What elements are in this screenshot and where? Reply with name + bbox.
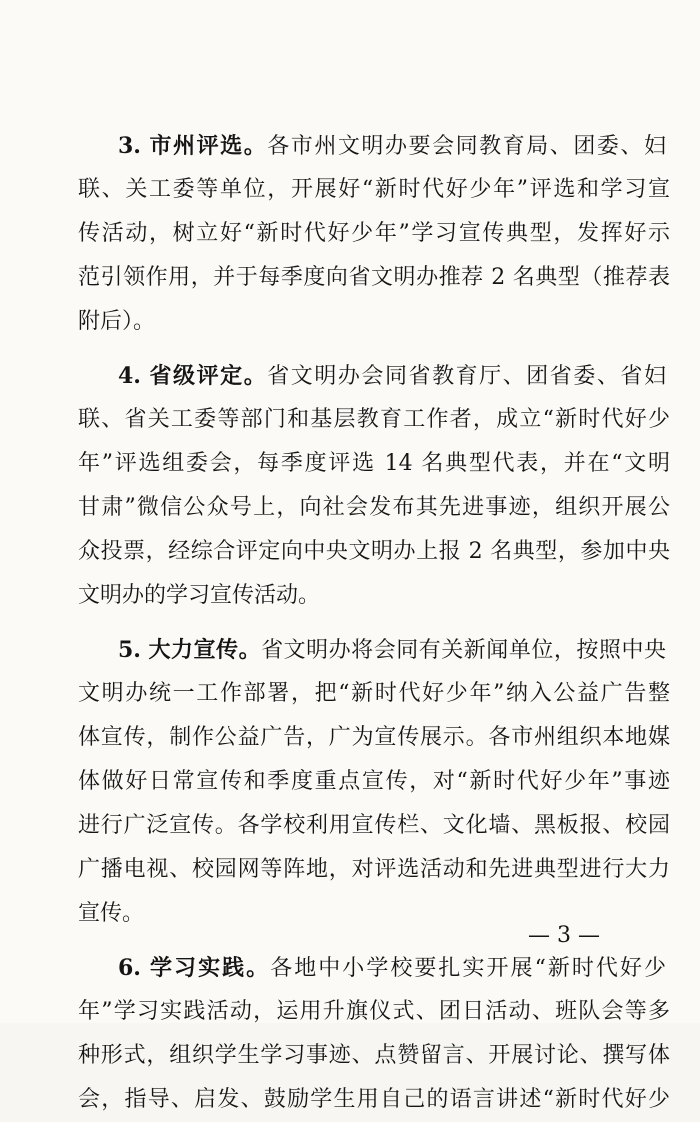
paragraph-line: 甘肃”微信公众号上，向社会发布其先进事迹，组织开展公 <box>78 495 670 520</box>
paragraph-line: 种形式，组织学生学习事迹、点赞留言、开展讨论、撰写体 <box>78 1043 670 1068</box>
paragraph-first-line <box>118 124 666 168</box>
paragraph-line: 附后）。 <box>78 309 156 334</box>
paragraph-line: 联、关工委等单位，开展好“新时代好少年”评选和学习宣 <box>78 177 670 202</box>
paragraph-text: 各市州文明办要会同教育局、团委、妇 <box>267 134 666 159</box>
paragraph-3 <box>0 124 700 344</box>
paragraph-number: 4. <box>118 363 141 389</box>
paragraph-line: 体宣传，制作公益广告，广为宣传展示。各市州组织本地媒 <box>78 725 670 750</box>
paragraph-number: 5. <box>118 637 141 663</box>
paragraph-first-line <box>118 354 666 398</box>
page-number: — 3 — <box>528 923 600 948</box>
paragraph-4 <box>0 354 700 618</box>
paragraph-line: 文明办统一工作部署，把“新时代好少年”纳入公益广告整 <box>78 681 670 706</box>
paragraph-text: 省文明办将会同有关新闻单位，按照中央 <box>261 638 666 663</box>
paragraph-line: 进行广泛宣传。各学校利用宣传栏、文化墙、黑板报、校园 <box>78 813 670 838</box>
paragraph-line: 年”评选组委会，每季度评选 14 名典型代表，并在“文明 <box>78 451 670 476</box>
paragraph-heading: 大力宣传。 <box>148 637 262 663</box>
paragraph-number: 6. <box>118 955 141 981</box>
paragraph-number: 3. <box>118 133 141 159</box>
paragraph-6 <box>0 946 700 1122</box>
paragraph-text: 省文明办会同省教育厅、团省委、省妇 <box>267 364 666 389</box>
body-text <box>0 124 700 1122</box>
paragraph-line: 年”学习实践活动，运用升旗仪式、团日活动、班队会等多 <box>78 999 670 1024</box>
paragraph-line: 众投票，经综合评定向中央文明办上报 2 名典型，参加中央 <box>78 539 670 564</box>
paragraph-first-line <box>118 628 666 672</box>
paragraph-line: 传活动，树立好“新时代好少年”学习宣传典型，发挥好示 <box>78 221 670 246</box>
paragraph-heading: 学习实践。 <box>150 955 271 981</box>
paragraph-line: 范引领作用，并于每季度向省文明办推荐 2 名典型（推荐表 <box>78 265 670 290</box>
paragraph-line: 文明办的学习宣传活动。 <box>78 583 321 608</box>
paragraph-line: 广播电视、校园网等阵地，对评选活动和先进典型进行大力 <box>78 857 670 882</box>
paragraph-heading: 市州评选。 <box>149 133 268 159</box>
paragraph-line: 联、省关工委等部门和基层教育工作者，成立“新时代好少 <box>78 407 670 432</box>
paragraph-5 <box>0 628 700 936</box>
paragraph-line: 宣传。 <box>78 901 145 926</box>
paragraph-text: 各地中小学校要扎实开展“新时代好少 <box>270 956 666 981</box>
paragraph-heading: 省级评定。 <box>149 363 268 389</box>
paragraph-line: 体做好日常宣传和季度重点宣传，对“新时代好少年”事迹 <box>78 769 670 794</box>
paragraph-line: 会，指导、启发、鼓励学生用自己的语言讲述“新时代好少 <box>78 1087 670 1112</box>
